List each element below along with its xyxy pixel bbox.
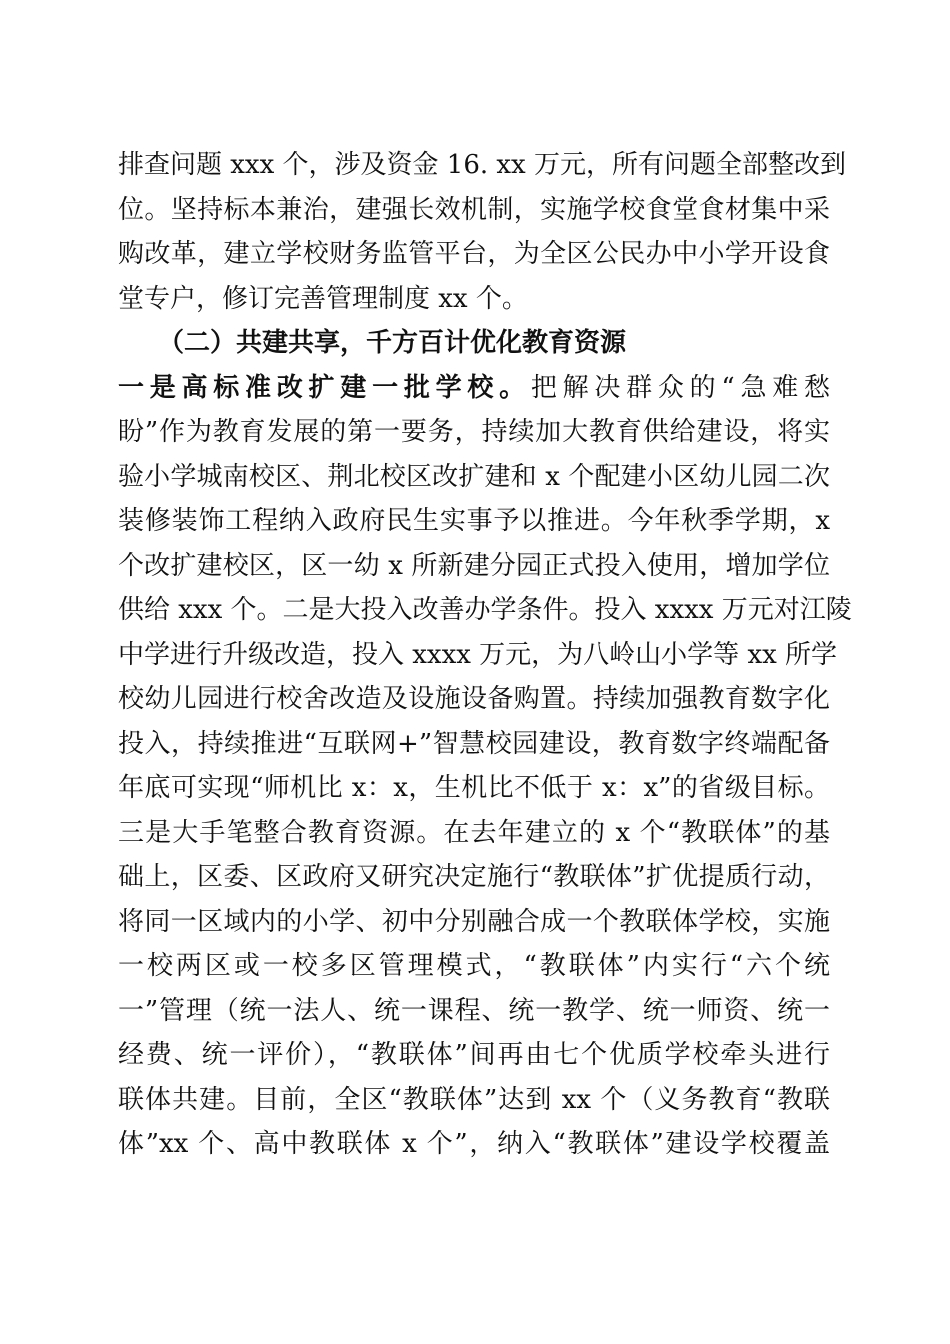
text-line: 年底可实现“师机比 x：x，生机比不低于 x：x”的省级目标。 <box>118 773 830 803</box>
text-line: 供给 xxx 个。二是大投入改善办学条件。投入 xxxx 万元对江陵 <box>118 595 852 625</box>
text-line: 一”管理（统一法人、统一课程、统一教学、统一师资、统一 <box>118 995 830 1026</box>
text-line: 校幼儿园进行校舍改造及设施设备购置。持续加强教育数字化 <box>118 684 830 714</box>
text-line: 投入，持续推进“互联网+”智慧校园建设，教育数字终端配备 <box>118 728 830 759</box>
text-line: 个改扩建校区，区一幼 x 所新建分园正式投入使用，增加学位 <box>118 550 830 581</box>
text-line: 堂专户，修订完善管理制度 xx 个。 <box>118 283 528 314</box>
text-line: 位。坚持标本兼治，建强长效机制，实施学校食堂食材集中采 <box>118 194 830 225</box>
text-line: 一校两区或一校多区管理模式，“教联体”内实行“六个统 <box>118 951 830 981</box>
text-line: 中学进行升级改造，投入 xxxx 万元，为八岭山小学等 xx 所学 <box>118 639 838 670</box>
text-line: 验小学城南校区、荆北校区改扩建和 x 个配建小区幼儿园二次 <box>118 461 830 492</box>
text-line: 体”xx 个、高中教联体 x 个”，纳入“教联体”建设学校覆盖 <box>118 1129 830 1159</box>
text-line: 三是大手笔整合教育资源。在去年建立的 x 个“教联体”的基 <box>118 817 830 848</box>
text-line: 排查问题 xxx 个，涉及资金 16. xx 万元，所有问题全部整改到 <box>118 150 846 180</box>
text-line <box>118 366 830 411</box>
paragraph-lead: 一是高标准改扩建一批学校。 <box>118 372 531 403</box>
text-line: 联体共建。目前，全区“教联体”达到 xx 个（义务教育“教联 <box>118 1084 830 1115</box>
text-line: 将同一区域内的小学、初中分别融合成一个教联体学校，实施 <box>118 906 830 937</box>
section-heading: （二）共建共享，千方百计优化教育资源 <box>158 328 627 358</box>
paragraph-lead-rest: 把解决群众的“急难愁 <box>530 372 830 403</box>
text-line: 装修装饰工程纳入政府民生实事予以推进。今年秋季学期，x <box>118 506 830 536</box>
document-body <box>118 143 852 1167</box>
text-line: 盼”作为教育发展的第一要务，持续加大教育供给建设，将实 <box>118 417 830 447</box>
text-line: 购改革，建立学校财务监管平台，为全区公民办中小学开设食 <box>118 239 830 269</box>
text-line: 经费、统一评价），“教联体”间再由七个优质学校牵头进行 <box>118 1040 830 1070</box>
text-line: 础上，区委、区政府又研究决定施行“教联体”扩优提质行动， <box>118 862 830 892</box>
